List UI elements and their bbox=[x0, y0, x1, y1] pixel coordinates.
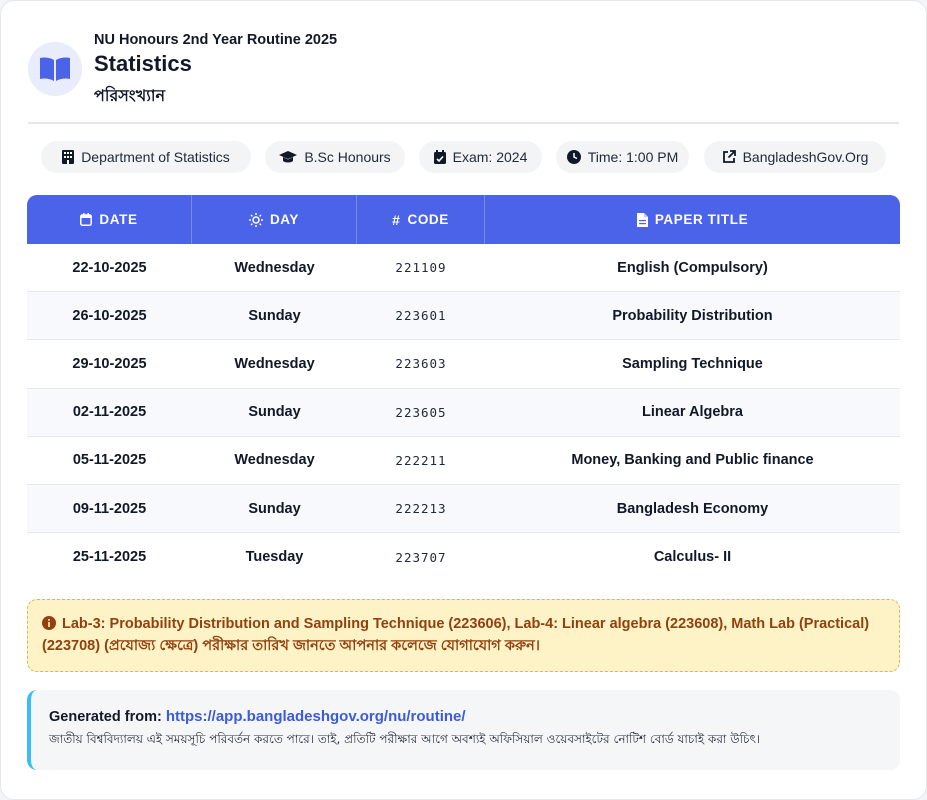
cell-date: 22-10-2025 bbox=[72, 259, 147, 276]
cell-paper-title: Sampling Technique bbox=[622, 355, 763, 372]
cell-paper-title: Calculus- II bbox=[653, 549, 732, 566]
table-row bbox=[27, 485, 900, 533]
info-chips bbox=[27, 141, 900, 173]
calendar-check-icon bbox=[434, 150, 446, 164]
column-header-paper-title: PAPER TITLE bbox=[485, 195, 900, 244]
cell-code: 223603 bbox=[395, 356, 447, 372]
generated-label: Generated from: bbox=[49, 709, 162, 725]
routine-table bbox=[27, 195, 900, 581]
source-footer bbox=[27, 690, 900, 770]
chip-label: B.Sc Honours bbox=[304, 149, 391, 165]
hashtag-icon: # bbox=[392, 211, 401, 228]
cell-date: 25-11-2025 bbox=[72, 549, 147, 566]
chip-department bbox=[41, 141, 251, 173]
table-row bbox=[27, 389, 900, 437]
chip-label: Department of Statistics bbox=[81, 149, 230, 165]
cell-code: 222213 bbox=[395, 501, 447, 517]
table-row bbox=[27, 244, 900, 292]
header bbox=[28, 1, 899, 124]
cell-day: Tuesday bbox=[245, 549, 304, 566]
cell-code: 223601 bbox=[395, 308, 447, 324]
calendar-icon bbox=[80, 213, 92, 226]
page-kicker: NU Honours 2nd Year Routine 2025 bbox=[94, 32, 338, 48]
source-url-link[interactable]: https://app.bangladeshgov.org/nu/routine/ bbox=[165, 708, 466, 725]
cell-day: Wednesday bbox=[234, 355, 315, 372]
disclaimer-text: জাতীয় বিশ্ববিদ্যালয় এই সময়সূচি পরিবর্তন করতে পারে। তাই, প্রতিটি পরীক্ষার আগে অবশ্যই অফিসিয়াল ওয়েবসাইটের নোটিশ বোর্ড যাচাই করা উচিৎ। bbox=[49, 732, 761, 746]
info-circle-icon bbox=[42, 616, 56, 630]
book-open-icon bbox=[28, 42, 82, 96]
cell-date: 26-10-2025 bbox=[72, 307, 147, 324]
cell-day: Sunday bbox=[248, 500, 301, 517]
cell-day: Sunday bbox=[248, 307, 301, 324]
column-header-code: # CODE bbox=[357, 195, 485, 244]
cell-paper-title: English (Compulsory) bbox=[617, 259, 768, 276]
cell-code: 222211 bbox=[395, 452, 447, 468]
column-header-day: DAY bbox=[192, 195, 357, 244]
table-row bbox=[27, 292, 900, 340]
cell-paper-title: Bangladesh Economy bbox=[616, 500, 769, 517]
column-header-date: DATE bbox=[27, 195, 192, 244]
chip-label: Time: 1:00 PM bbox=[587, 149, 679, 165]
external-link-icon bbox=[722, 150, 736, 164]
cell-day: Wednesday bbox=[234, 452, 315, 469]
cell-code: 223605 bbox=[395, 404, 447, 420]
table-row bbox=[27, 533, 900, 581]
table-row bbox=[27, 340, 900, 388]
cell-code: 221109 bbox=[395, 260, 447, 276]
cell-date: 09-11-2025 bbox=[72, 500, 147, 517]
generated-from bbox=[49, 708, 882, 725]
cell-date: 29-10-2025 bbox=[72, 355, 147, 372]
cell-day: Sunday bbox=[248, 404, 301, 421]
chip-label: Exam: 2024 bbox=[452, 149, 528, 165]
table-header bbox=[27, 195, 900, 244]
cell-date: 02-11-2025 bbox=[72, 404, 147, 421]
table-row bbox=[27, 437, 900, 485]
chip-time bbox=[556, 141, 689, 173]
file-icon bbox=[637, 213, 648, 227]
cell-paper-title: Linear Algebra bbox=[642, 404, 743, 421]
building-icon bbox=[62, 150, 74, 164]
clock-icon bbox=[567, 150, 581, 164]
cell-paper-title: Probability Distribution bbox=[612, 307, 773, 324]
sun-icon bbox=[249, 213, 263, 227]
chip-degree bbox=[265, 141, 405, 173]
page-subtitle: পরিসংখ্যান bbox=[94, 86, 166, 105]
cell-date: 05-11-2025 bbox=[72, 452, 147, 469]
chip-source-link[interactable] bbox=[704, 141, 886, 173]
graduation-cap-icon bbox=[279, 151, 297, 164]
notice-text: Lab-3: Probability Distribution and Sampling Technique (223606), Lab-4: Linear algebra (223608), Math Lab (Practical) (223708) (প্রযোজ্য ক্ষেত্রে) পরীক্ষার তারিখ জানতে আপনার কলেজে যোগাযোগ করুন। bbox=[42, 616, 870, 654]
chip-label[interactable]: BangladeshGov.Org bbox=[742, 149, 869, 165]
chip-exam bbox=[419, 141, 542, 173]
page-title: Statistics bbox=[94, 51, 192, 76]
lab-exam-notice bbox=[27, 599, 900, 672]
cell-day: Wednesday bbox=[234, 259, 315, 276]
cell-code: 223707 bbox=[395, 549, 447, 565]
cell-paper-title: Money, Banking and Public finance bbox=[571, 452, 814, 469]
